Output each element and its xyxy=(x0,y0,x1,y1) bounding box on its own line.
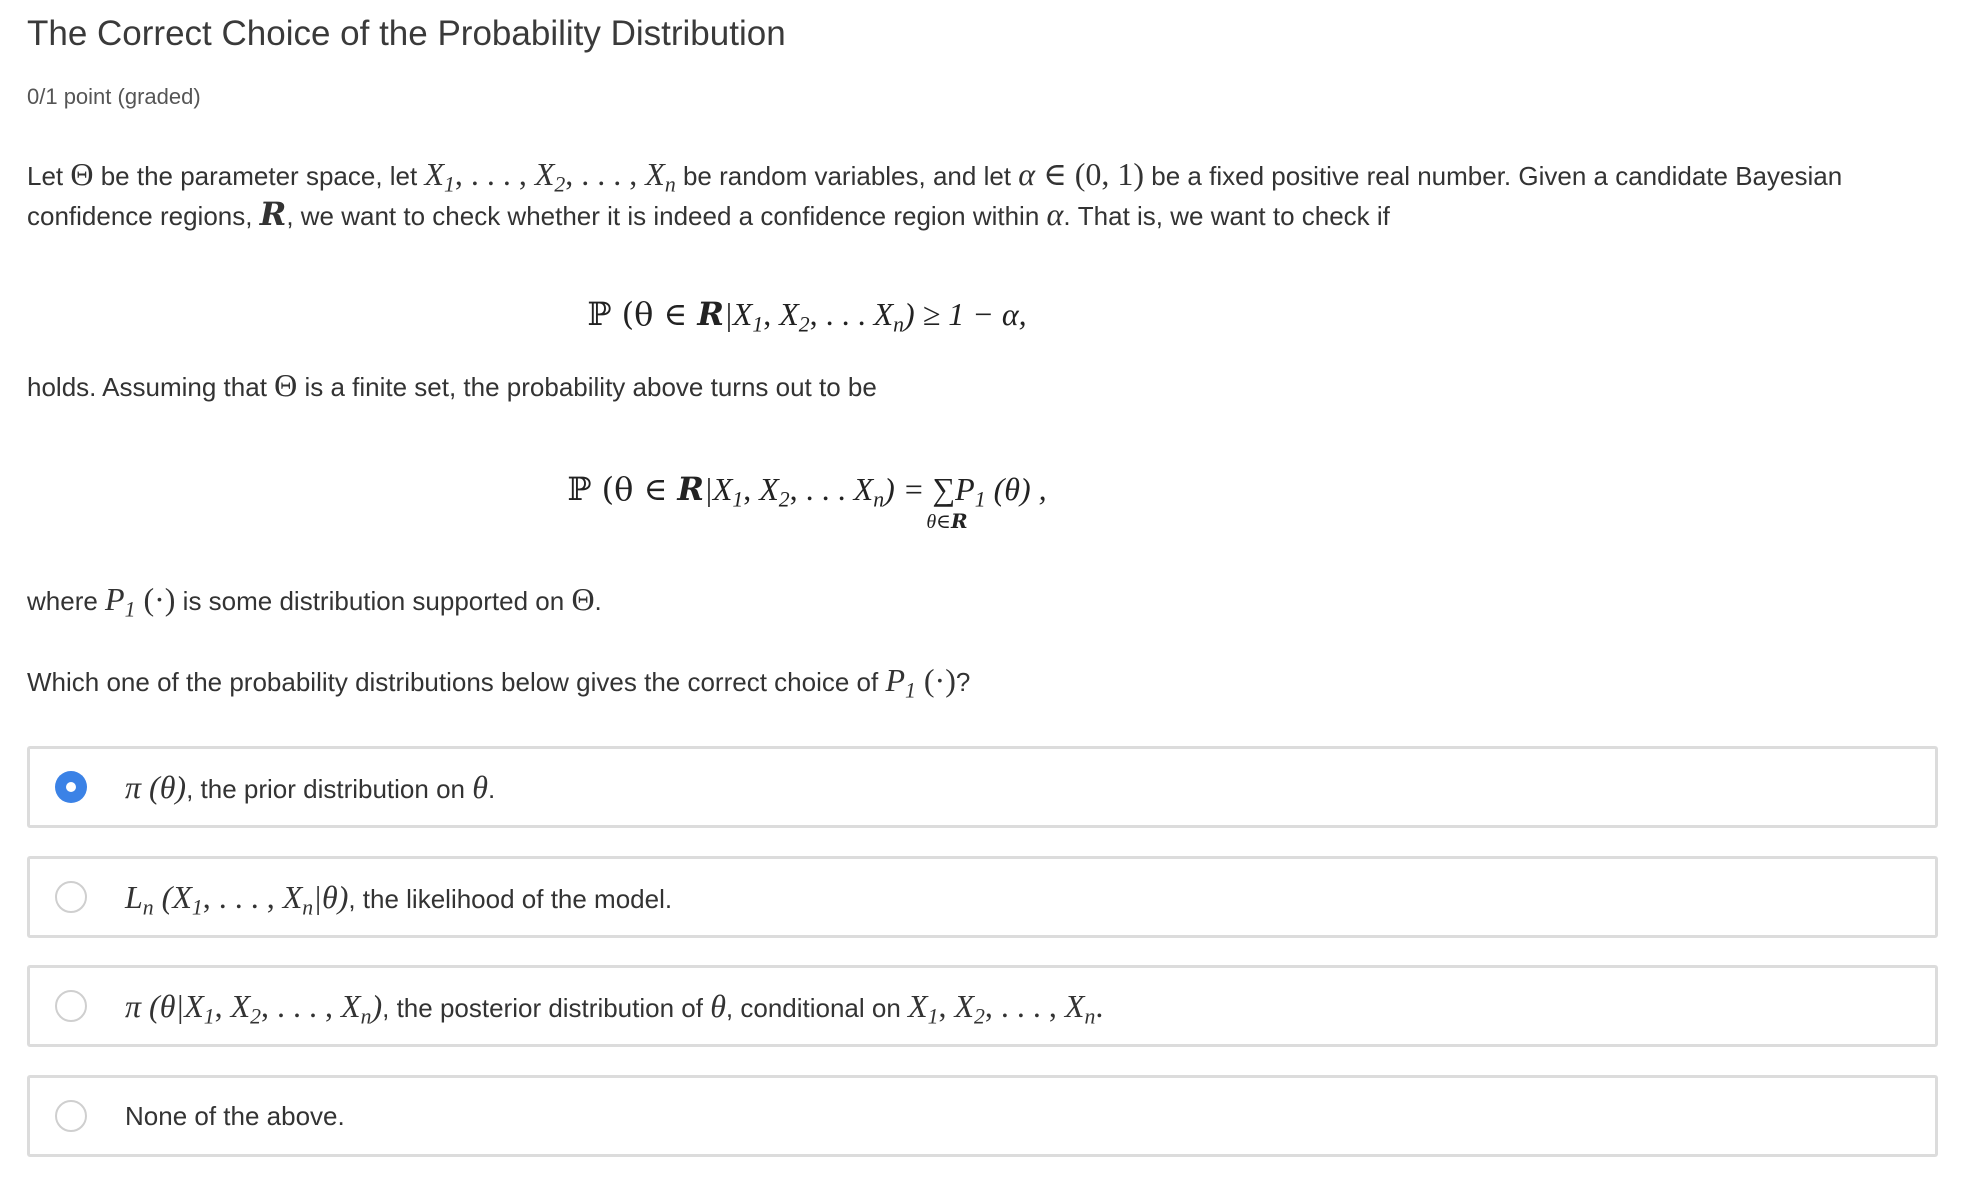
distribution-statement: where $P_1$ (·) is some distribution supported on Θ. xyxy=(27,581,602,622)
option-label: π ($\theta|X_1$, $X_2$, . . . , $X_n$), the posterior distribution of θ, conditional on $X_1$, $X_2$, . . . , $X_n$. xyxy=(125,988,1104,1029)
option-label: $L_n$ ($X_1$, . . . , $X_n|\theta$), the likelihood of the model. xyxy=(125,879,673,920)
p1-math: $P_1$ (·) xyxy=(885,662,956,703)
alpha-interval-math: α ∈ (0, 1) xyxy=(1018,156,1145,192)
theta-symbol: Θ xyxy=(274,367,298,403)
option-prior[interactable] xyxy=(27,746,1938,828)
problem-title: The Correct Choice of the Probability Distribution xyxy=(27,14,786,53)
theta-symbol: Θ xyxy=(571,581,595,617)
question-text: Which one of the probability distributions below gives the correct choice of $P_1$ (·)? xyxy=(27,662,971,703)
summation: ∑ θ∈R xyxy=(926,471,968,533)
option-none[interactable] xyxy=(27,1075,1938,1157)
display-equation-2: ℙ (θ ∈ $R|X_1$, $X_2$, . . . $X_n$) = ∑ θ∈R $P_1$ (θ) , xyxy=(567,470,1047,533)
option-likelihood[interactable] xyxy=(27,856,1938,938)
p1-math: $P_1$ (·) xyxy=(105,581,176,622)
random-variables-math: $X_1$, . . . , $X_2$, . . . , $X_n$ xyxy=(424,156,676,197)
finite-set-statement: holds. Assuming that Θ is a finite set, the probability above turns out to be xyxy=(27,367,877,403)
radio-icon[interactable] xyxy=(55,881,87,913)
radio-selected-icon[interactable] xyxy=(55,771,87,803)
option-label: None of the above. xyxy=(125,1101,345,1131)
points-label: 0/1 point (graded) xyxy=(27,84,201,109)
problem-intro: Let Θ be the parameter space, let $X_1$, . . . , $X_2$, . . . , $X_n$ be random variables, and let α ∈ (0, 1) be a fixed positive real number. Given a candidate Bayesian confidence regions, R, we want to check whether it is indeed a confidence region within α. That is, we want to check if xyxy=(27,156,1843,233)
display-equation-1: ℙ (θ ∈ $R|X_1$, $X_2$, . . . $X_n) \ge 1 - \alpha$, xyxy=(587,295,1027,337)
radio-icon[interactable] xyxy=(55,990,87,1022)
alpha-symbol: α xyxy=(1046,196,1064,232)
option-posterior[interactable] xyxy=(27,965,1938,1047)
region-symbol: R xyxy=(259,195,287,233)
option-label: π (θ), the prior distribution on θ. xyxy=(125,769,496,805)
radio-icon[interactable] xyxy=(55,1100,87,1132)
theta-symbol: Θ xyxy=(70,156,94,192)
